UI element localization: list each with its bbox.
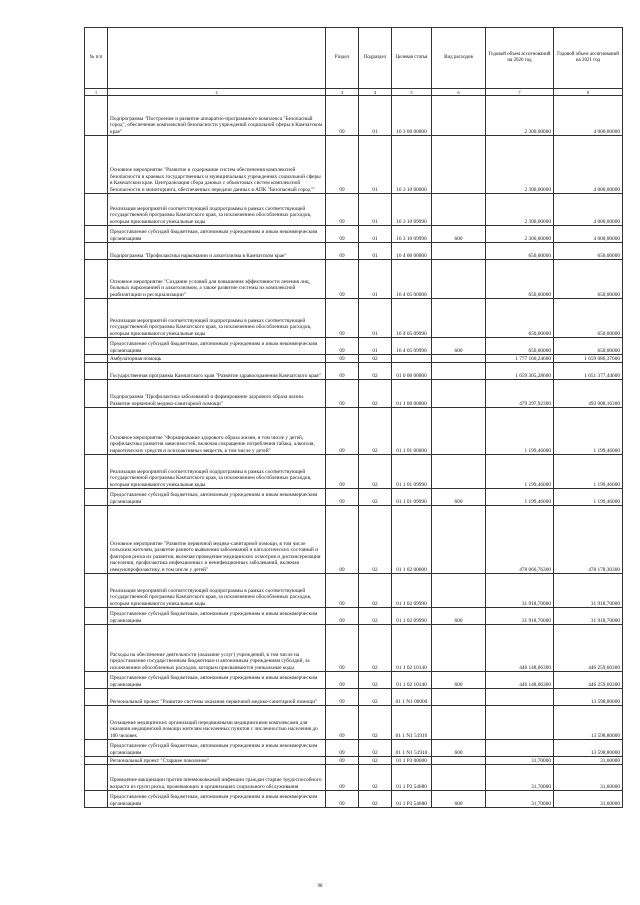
row-section-cell: 09: [326, 706, 359, 740]
row-amount-2020-cell: 446 148,06300: [486, 672, 554, 689]
row-section-cell: 09: [326, 226, 359, 243]
row-amount-2020-cell: [486, 689, 554, 706]
row-amount-2021-cell: 13 598,80000: [554, 689, 623, 706]
row-name-cell: Государственная программа Камчатского края "Развитие здравоохранения Камчатского края": [108, 363, 326, 380]
row-name-cell: Реализация мероприятий соответствующей подпрограммы в рамках соответствующей государственной программы Камчатского края, за исключением обособленных расходов, которым присваиваются уникальные коды: [108, 299, 326, 338]
row-name-cell: Региональный проект "Развитие системы оказания первичной медико-санитарной помощи": [108, 689, 326, 706]
row-amount-2021-cell: 650,00000: [554, 299, 623, 338]
row-expense-type-cell: 600: [432, 226, 486, 243]
row-number-cell: [85, 408, 108, 455]
row-section-cell: 09: [326, 672, 359, 689]
row-amount-2020-cell: 478 066,76300: [486, 506, 554, 574]
row-expense-type-cell: 600: [432, 489, 486, 506]
row-amount-2020-cell: [486, 740, 554, 757]
row-expense-type-cell: [432, 455, 486, 489]
row-target-article-cell: 01 1 02 09990: [392, 608, 432, 625]
row-section-cell: 09: [326, 757, 359, 765]
row-subsection-cell: 02: [359, 740, 392, 757]
row-section-cell: 09: [326, 194, 359, 226]
table-row: [85, 243, 623, 260]
row-name-cell: Подпрограмма "Построение и развитие аппаратно-программного комплекса "Безопасный город", обеспечение комплексной безопасности учреждений социальной сферы в Камчатском крае": [108, 96, 326, 136]
row-amount-2021-cell: 1 199,46000: [554, 489, 623, 506]
row-expense-type-cell: 600: [432, 791, 486, 808]
table-row: [85, 765, 623, 791]
row-name-cell: Основное мероприятие "Развитие первичной медико-санитарной помощи, в том числе сельским жителям, развитие раннего выявления заболеваний и патологических состояний и факторов риска их развития, включая проведение медицинских осмотров и диспансеризации населения, профилактика инфекционных и неинфекционных заболеваний, включая иммунопрофилактику, в том числе у детей": [108, 506, 326, 574]
row-subsection-cell: 02: [359, 363, 392, 380]
row-amount-2021-cell: 1 651 377,44600: [554, 363, 623, 380]
row-amount-2020-cell: 650,00000: [486, 338, 554, 355]
row-expense-type-cell: [432, 355, 486, 363]
row-amount-2020-cell: 1 659 305,28600: [486, 363, 554, 380]
row-name-cell: Основное мероприятие "Формирование здорового образа жизни, в том числе у детей, профилактика развития зависимостей, включая сокращение потребления табака, алкоголя, наркотических средств и психоактивных веществ, в том числе у детей": [108, 408, 326, 455]
row-subsection-cell: 02: [359, 574, 392, 608]
header-subsection: Подраздел: [359, 28, 392, 89]
row-number-cell: [85, 765, 108, 791]
row-subsection-cell: 01: [359, 243, 392, 260]
row-section-cell: 09: [326, 574, 359, 608]
row-amount-2021-cell: 31,60000: [554, 757, 623, 765]
budget-table: [84, 27, 623, 808]
row-subsection-cell: 01: [359, 194, 392, 226]
row-expense-type-cell: [432, 765, 486, 791]
row-target-article-cell: 16 3 10 09990: [392, 194, 432, 226]
row-number-cell: [85, 672, 108, 689]
row-section-cell: 09: [326, 408, 359, 455]
row-number-cell: [85, 243, 108, 260]
table-row: [85, 408, 623, 455]
row-name-cell: Расходы на обеспечение деятельности (оказание услуг) учреждений, в том числе на предоставление государственным бюджетным и автономным учреждениям субсидий, за исключением обособленных расходов, которым присваиваются уникальные коды: [108, 625, 326, 672]
table-row: [85, 625, 623, 672]
row-subsection-cell: 02: [359, 625, 392, 672]
table-row: [85, 338, 623, 355]
row-expense-type-cell: [432, 194, 486, 226]
row-subsection-cell: 01: [359, 260, 392, 299]
header-target-article: Целевая статья: [392, 28, 432, 89]
row-amount-2021-cell: 4 000,00000: [554, 96, 623, 136]
table-row: [85, 260, 623, 299]
header-number: № п/п: [85, 28, 108, 89]
row-name-cell: Реализация мероприятий соответствующей подпрограммы в рамках соответствующей государственной программы Камчатского края, за исключением обособленных расходов, которым присваиваются уникальные коды: [108, 194, 326, 226]
row-name-cell: Реализация мероприятий соответствующей подпрограммы в рамках соответствующей государственной программы Камчатского края, за исключением обособленных расходов, которым присваиваются уникальные коды: [108, 455, 326, 489]
row-target-article-cell: 01 1 P3 54680: [392, 765, 432, 791]
row-number-cell: [85, 226, 108, 243]
row-number-cell: [85, 194, 108, 226]
row-subsection-cell: 02: [359, 408, 392, 455]
header-expense-type: Вид расходов: [432, 28, 486, 89]
row-name-cell: Предоставление субсидий бюджетным, автономным учреждениям и иным некоммерческим организациям: [108, 226, 326, 243]
table-row: [85, 299, 623, 338]
row-name-cell: Предоставление субсидий бюджетным, автономным учреждениям и иным некоммерческим организациям: [108, 791, 326, 808]
row-amount-2020-cell: 479 297,92300: [486, 380, 554, 408]
row-expense-type-cell: [432, 757, 486, 765]
header-name: [108, 28, 326, 89]
row-amount-2021-cell: 446 259,60300: [554, 625, 623, 672]
row-name-cell: Амбулаторная помощь: [108, 355, 326, 363]
row-target-article-cell: 01 1 P3 54680: [392, 791, 432, 808]
table-row: [85, 136, 623, 194]
row-section-cell: 09: [326, 243, 359, 260]
row-amount-2021-cell: 1 659 086,37600: [554, 355, 623, 363]
row-amount-2021-cell: 1 199,46000: [554, 455, 623, 489]
row-amount-2021-cell: 31,60000: [554, 765, 623, 791]
row-number-cell: [85, 489, 108, 506]
row-name-cell: Предоставление субсидий бюджетным, автономным учреждениям и иным некоммерческим организациям: [108, 608, 326, 625]
row-subsection-cell: 02: [359, 455, 392, 489]
row-expense-type-cell: 600: [432, 608, 486, 625]
header-section: Раздел: [326, 28, 359, 89]
row-number-cell: [85, 574, 108, 608]
row-subsection-cell: 02: [359, 791, 392, 808]
row-expense-type-cell: [432, 506, 486, 574]
row-subsection-cell: 02: [359, 608, 392, 625]
row-name-cell: Основное мероприятие "Развитие и содержание систем обеспечения комплексной безопасности в краевых государственных и муниципальных учреждениях социальной сферы в Камчатском крае. Централизация сбора данных с объектовых систем комплексной безопасности и мониторинга, обеспеченных передачи данных в АПК "Безопасный город"": [108, 136, 326, 194]
row-amount-2020-cell: 650,00000: [486, 260, 554, 299]
table-row: [85, 455, 623, 489]
row-subsection-cell: 02: [359, 506, 392, 574]
row-amount-2020-cell: 2 300,00000: [486, 226, 554, 243]
table-row: [85, 194, 623, 226]
row-section-cell: 09: [326, 625, 359, 672]
row-number-cell: [85, 355, 108, 363]
column-index: 6: [432, 89, 486, 96]
row-section-cell: 09: [326, 136, 359, 194]
row-subsection-cell: 02: [359, 689, 392, 706]
row-number-cell: [85, 136, 108, 194]
row-expense-type-cell: [432, 136, 486, 194]
row-section-cell: 09: [326, 740, 359, 757]
row-number-cell: [85, 608, 108, 625]
row-section-cell: 09: [326, 489, 359, 506]
row-name-cell: Предоставление субсидий бюджетным, автономным учреждениям и иным некоммерческим организациям: [108, 489, 326, 506]
table-row: [85, 489, 623, 506]
row-number-cell: [85, 757, 108, 765]
column-index: 7: [486, 89, 554, 96]
row-number-cell: [85, 706, 108, 740]
table-header-row: [85, 28, 623, 89]
row-target-article-cell: 16 3 10 00000: [392, 136, 432, 194]
column-index: 5: [392, 89, 432, 96]
row-subsection-cell: 01: [359, 338, 392, 355]
row-amount-2021-cell: 650,00000: [554, 260, 623, 299]
row-expense-type-cell: [432, 299, 486, 338]
row-amount-2021-cell: 31 918,70000: [554, 608, 623, 625]
row-amount-2021-cell: 650,00000: [554, 338, 623, 355]
row-amount-2020-cell: 31 918,70000: [486, 574, 554, 608]
row-amount-2020-cell: 1 777 160,24600: [486, 355, 554, 363]
row-target-article-cell: 16 4 05 00000: [392, 260, 432, 299]
row-subsection-cell: 02: [359, 706, 392, 740]
row-expense-type-cell: [432, 408, 486, 455]
table-row: [85, 740, 623, 757]
row-target-article-cell: 16 4 00 00000: [392, 243, 432, 260]
row-subsection-cell: 01: [359, 299, 392, 338]
row-section-cell: 09: [326, 689, 359, 706]
row-amount-2021-cell: 493 008,16300: [554, 380, 623, 408]
column-index: 2: [108, 89, 326, 96]
row-expense-type-cell: [432, 625, 486, 672]
row-expense-type-cell: 600: [432, 672, 486, 689]
row-section-cell: 09: [326, 608, 359, 625]
row-target-article-cell: 01 1 02 10140: [392, 672, 432, 689]
row-target-article-cell: 01 1 N1 51910: [392, 706, 432, 740]
row-amount-2021-cell: 1 199,46000: [554, 408, 623, 455]
row-subsection-cell: 02: [359, 355, 392, 363]
table-row: [85, 608, 623, 625]
table-row: [85, 380, 623, 408]
row-amount-2020-cell: 1 199,46000: [486, 455, 554, 489]
row-expense-type-cell: [432, 689, 486, 706]
row-section-cell: 09: [326, 765, 359, 791]
header-amount-2020: Годовой объем ассигнований на 2020 год: [486, 28, 554, 89]
row-amount-2020-cell: 31,70000: [486, 765, 554, 791]
table-row: [85, 355, 623, 363]
row-amount-2021-cell: 31 918,70000: [554, 574, 623, 608]
row-expense-type-cell: [432, 260, 486, 299]
row-amount-2020-cell: 446 148,06300: [486, 625, 554, 672]
row-amount-2021-cell: 650,00000: [554, 243, 623, 260]
row-target-article-cell: 16 3 10 09990: [392, 226, 432, 243]
row-amount-2020-cell: [486, 706, 554, 740]
row-amount-2021-cell: 13 598,80000: [554, 740, 623, 757]
budget-table-sheet: [84, 27, 622, 808]
row-name-cell: Предоставление субсидий бюджетным, автономным учреждениям и иным некоммерческим организациям: [108, 338, 326, 355]
row-amount-2020-cell: 31 918,70000: [486, 608, 554, 625]
row-subsection-cell: 02: [359, 380, 392, 408]
column-index: 1: [85, 89, 108, 96]
row-target-article-cell: 01 0 00 00000: [392, 363, 432, 380]
row-number-cell: [85, 363, 108, 380]
row-subsection-cell: 01: [359, 96, 392, 136]
row-section-cell: 09: [326, 506, 359, 574]
row-target-article-cell: [392, 355, 432, 363]
row-amount-2020-cell: 1 199,46000: [486, 489, 554, 506]
row-number-cell: [85, 791, 108, 808]
row-amount-2020-cell: 2 300,00000: [486, 194, 554, 226]
row-target-article-cell: 16 3 00 00000: [392, 96, 432, 136]
page-number: 98: [317, 884, 323, 889]
row-amount-2020-cell: 1 199,46000: [486, 408, 554, 455]
table-row: [85, 363, 623, 380]
row-amount-2021-cell: 31,60000: [554, 791, 623, 808]
row-number-cell: [85, 338, 108, 355]
row-expense-type-cell: [432, 706, 486, 740]
row-section-cell: 09: [326, 299, 359, 338]
row-amount-2021-cell: 4 000,00000: [554, 136, 623, 194]
row-target-article-cell: 16 4 05 09990: [392, 338, 432, 355]
row-section-cell: 09: [326, 791, 359, 808]
table-row: [85, 757, 623, 765]
column-index: 4: [359, 89, 392, 96]
table-row: [85, 689, 623, 706]
row-amount-2021-cell: 4 000,00000: [554, 194, 623, 226]
row-expense-type-cell: [432, 96, 486, 136]
row-target-article-cell: 01 1 02 10140: [392, 625, 432, 672]
row-name-cell: Подпрограмма "Профилактика заболеваний и формирование здорового образа жизни. Развитие первичной медико-санитарной помощи": [108, 380, 326, 408]
row-target-article-cell: 01 1 02 00000: [392, 506, 432, 574]
column-index: 8: [554, 89, 623, 96]
row-amount-2020-cell: 650,00000: [486, 243, 554, 260]
table-row: [85, 506, 623, 574]
row-name-cell: Проведение вакцинации против пневмококковой инфекции граждан старше трудоспособного возраста из групп риска, проживающих в организациях социального обслуживания: [108, 765, 326, 791]
row-subsection-cell: 02: [359, 672, 392, 689]
row-amount-2020-cell: 31,70000: [486, 791, 554, 808]
row-section-cell: 09: [326, 260, 359, 299]
row-target-article-cell: 01 1 P3 00000: [392, 757, 432, 765]
table-row: [85, 96, 623, 136]
row-name-cell: Предоставление субсидий бюджетным, автономным учреждениям и иным некоммерческим организациям: [108, 740, 326, 757]
row-name-cell: Основное мероприятие "Создание условий для повышения эффективности лечения лиц, больных наркоманией и алкоголизмом, а также развитие системы их комплексной реабилитации и ресоциализации": [108, 260, 326, 299]
row-expense-type-cell: [432, 574, 486, 608]
table-row: [85, 672, 623, 689]
row-number-cell: [85, 96, 108, 136]
row-name-cell: Оснащение медицинских организаций передвижными медицинскими комплексами для оказания медицинской помощи жителям населенных пунктов с численностью населения до 100 человек: [108, 706, 326, 740]
column-index: 3: [326, 89, 359, 96]
row-number-cell: [85, 689, 108, 706]
header-amount-2021: Годовой объем ассигнований на 2021 год: [554, 28, 623, 89]
table-row: [85, 574, 623, 608]
row-number-cell: [85, 455, 108, 489]
row-amount-2021-cell: 478 178,30300: [554, 506, 623, 574]
row-target-article-cell: 01 1 01 00000: [392, 408, 432, 455]
row-number-cell: [85, 380, 108, 408]
row-amount-2020-cell: 650,00000: [486, 299, 554, 338]
row-number-cell: [85, 625, 108, 672]
row-amount-2021-cell: 446 259,60300: [554, 672, 623, 689]
row-expense-type-cell: [432, 363, 486, 380]
row-name-cell: Предоставление субсидий бюджетным, автономным учреждениям и иным некоммерческим организациям: [108, 672, 326, 689]
row-expense-type-cell: 600: [432, 338, 486, 355]
row-subsection-cell: 01: [359, 136, 392, 194]
row-name-cell: Подпрограмма "Профилактика наркомании и алкоголизма в Камчатском крае": [108, 243, 326, 260]
row-number-cell: [85, 260, 108, 299]
row-amount-2020-cell: 31,70000: [486, 757, 554, 765]
row-subsection-cell: 02: [359, 765, 392, 791]
row-target-article-cell: 01 1 N1 00000: [392, 689, 432, 706]
row-section-cell: 09: [326, 380, 359, 408]
row-number-cell: [85, 740, 108, 757]
row-expense-type-cell: 600: [432, 740, 486, 757]
table-row: [85, 791, 623, 808]
row-subsection-cell: 02: [359, 757, 392, 765]
row-number-cell: [85, 299, 108, 338]
row-section-cell: 09: [326, 338, 359, 355]
row-name-cell: Региональный проект "Старшее поколение": [108, 757, 326, 765]
row-amount-2020-cell: 2 300,00000: [486, 136, 554, 194]
row-expense-type-cell: [432, 243, 486, 260]
row-section-cell: 09: [326, 455, 359, 489]
row-section-cell: 09: [326, 96, 359, 136]
row-amount-2021-cell: 13 598,80000: [554, 706, 623, 740]
row-subsection-cell: 02: [359, 489, 392, 506]
row-target-article-cell: 01 1 N1 51910: [392, 740, 432, 757]
table-row: [85, 706, 623, 740]
row-target-article-cell: 01 1 00 00000: [392, 380, 432, 408]
row-target-article-cell: 16 4 05 09990: [392, 299, 432, 338]
row-target-article-cell: 01 1 02 09990: [392, 574, 432, 608]
row-amount-2020-cell: 2 300,00000: [486, 96, 554, 136]
row-name-cell: Реализация мероприятий соответствующей подпрограммы в рамках соответствующей государственной программы Камчатского края, за исключением обособленных расходов, которым присваиваются уникальные коды: [108, 574, 326, 608]
row-target-article-cell: 01 1 01 09990: [392, 455, 432, 489]
column-index-row: [85, 89, 623, 96]
row-amount-2021-cell: 4 000,00000: [554, 226, 623, 243]
row-number-cell: [85, 506, 108, 574]
row-subsection-cell: 01: [359, 226, 392, 243]
row-section-cell: 09: [326, 355, 359, 363]
row-section-cell: 09: [326, 363, 359, 380]
row-target-article-cell: 01 1 01 09990: [392, 489, 432, 506]
table-row: [85, 226, 623, 243]
row-expense-type-cell: [432, 380, 486, 408]
